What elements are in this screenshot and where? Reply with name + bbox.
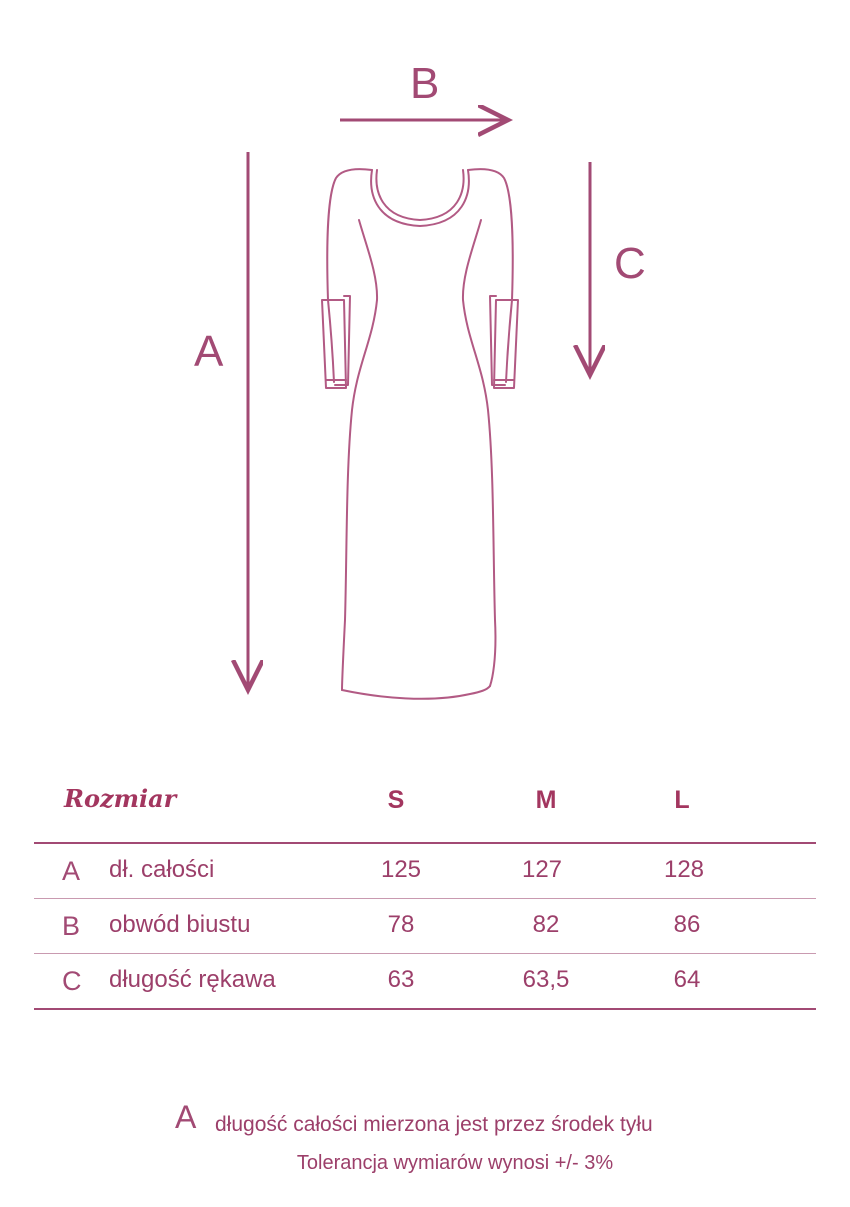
cell-l: 128	[663, 856, 705, 883]
row-letter: A	[62, 856, 81, 886]
row-label: obwód biustu	[109, 911, 251, 938]
cell-s: 125	[380, 856, 422, 883]
size-column-l: L	[674, 786, 690, 814]
cell-s: 63	[387, 966, 415, 993]
note-letter: A	[175, 1099, 197, 1135]
dress-outline	[322, 169, 518, 699]
table-row	[34, 954, 816, 1008]
size-table-title: Rozmiar	[64, 784, 177, 813]
dimension-label-b: B	[410, 59, 440, 108]
size-table-header	[34, 770, 816, 842]
row-label: dł. całości	[109, 856, 215, 883]
table-row	[34, 844, 816, 898]
size-column-m: M	[535, 786, 557, 814]
cell-m: 63,5	[522, 966, 570, 993]
cell-m: 82	[532, 911, 560, 938]
cell-s: 78	[387, 911, 415, 938]
dimension-label-c: C	[614, 239, 646, 288]
row-label: długość rękawa	[109, 966, 276, 993]
cell-m: 127	[521, 856, 563, 883]
cell-l: 86	[673, 911, 701, 938]
row-letter: B	[62, 911, 81, 941]
cell-l: 64	[673, 966, 701, 993]
size-column-s: S	[387, 786, 405, 814]
row-letter: C	[62, 966, 82, 996]
tolerance-note: Tolerancja wymiarów wynosi +/- 3%	[296, 1152, 614, 1174]
table-rule-bottom	[34, 1008, 816, 1010]
table-row	[34, 899, 816, 953]
note-text: długość całości mierzona jest przez środek tyłu	[215, 1113, 653, 1136]
size-table	[34, 770, 816, 1010]
dimension-label-a: A	[194, 327, 224, 376]
